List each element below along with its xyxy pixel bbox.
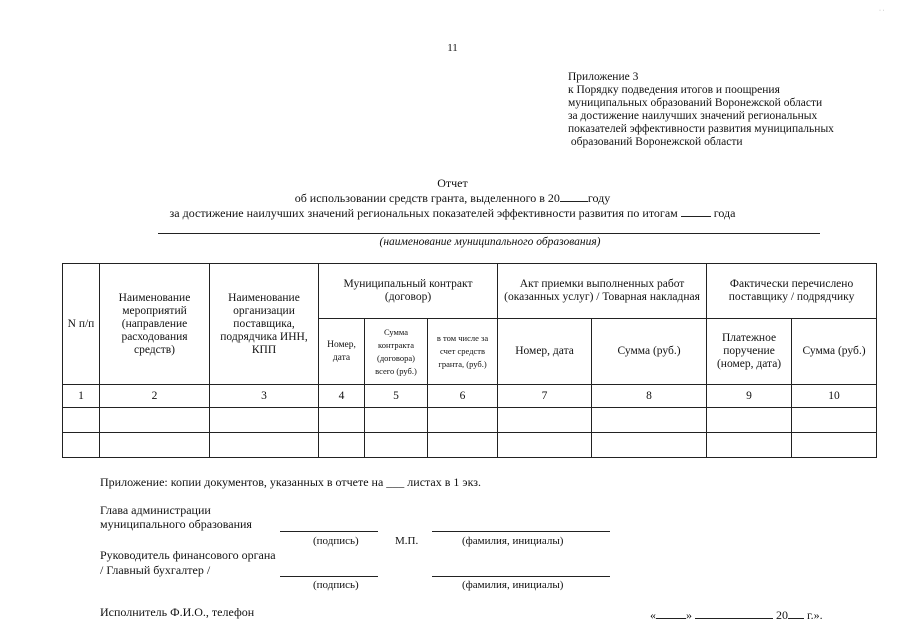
- date-year-prefix: 20: [776, 608, 788, 622]
- finance-title-line1: Руководитель финансового органа: [100, 548, 276, 562]
- report-table: [62, 263, 877, 458]
- table-row: [63, 433, 877, 458]
- table-cell: [100, 408, 210, 433]
- report-heading: Отчет: [437, 176, 468, 190]
- period-blank: [681, 215, 711, 217]
- header-row: [63, 264, 877, 319]
- table-cell: [592, 433, 707, 458]
- header-contract: Муниципальный контракт (договор): [319, 264, 498, 319]
- column-number: 1: [63, 385, 100, 408]
- date-open-quote: «: [650, 608, 656, 622]
- header-act: Акт приемки выполненных работ (оказанных услуг) / Товарная накладная: [498, 264, 707, 319]
- header-paid-order: Платежное поручение (номер, дата): [707, 319, 792, 385]
- table-cell: [428, 433, 498, 458]
- corner-mark: · ·: [879, 8, 885, 14]
- municipality-name-line: [158, 233, 820, 234]
- header-org: Наименование организации поставщика, подрядчика ИНН, КПП: [210, 264, 319, 385]
- column-number-row: [63, 385, 877, 408]
- header-contract-number: Номер, дата: [319, 319, 365, 385]
- column-number: 6: [428, 385, 498, 408]
- appendix-line: муниципальных образований Воронежской области: [568, 97, 823, 109]
- appendix-line: к Порядку подведения итогов и поощрения: [568, 84, 780, 96]
- table-cell: [592, 408, 707, 433]
- date-field: [650, 608, 823, 623]
- subtitle-2-text: за достижение наилучших значений региональных показателей эффективности развития по итогам: [169, 206, 678, 220]
- head-title-line2: муниципального образования: [100, 517, 252, 531]
- report-subtitle-2: [0, 206, 905, 221]
- header-n: N п/п: [63, 264, 100, 385]
- date-end: г.».: [807, 608, 823, 622]
- head-title-line1: Глава администрации: [100, 503, 211, 517]
- table-cell: [792, 433, 877, 458]
- table-cell: [210, 433, 319, 458]
- report-subtitle-1: [0, 191, 905, 206]
- finance-name-caption: (фамилия, инициалы): [462, 579, 564, 591]
- head-signature-line: [280, 531, 378, 532]
- table-cell: [63, 433, 100, 458]
- subtitle-2-end: года: [713, 206, 736, 220]
- table-cell: [100, 433, 210, 458]
- table-cell: [498, 408, 592, 433]
- head-signature-caption: (подпись): [313, 535, 359, 547]
- finance-name-line: [432, 576, 610, 577]
- column-number: 10: [792, 385, 877, 408]
- table-cell: [707, 433, 792, 458]
- column-number: 5: [365, 385, 428, 408]
- table-cell: [319, 433, 365, 458]
- attachment-note: Приложение: копии документов, указанных в отчете на ___ листах в 1 экз.: [100, 475, 481, 489]
- table-cell: [365, 433, 428, 458]
- appendix-line: Приложение 3: [568, 71, 639, 83]
- appendix-line: показателей эффективности развития муниципальных: [568, 123, 834, 135]
- table-cell: [365, 408, 428, 433]
- appendix-block: [568, 71, 834, 149]
- page-number: 11: [447, 42, 458, 54]
- subtitle-1-text: об использовании средств гранта, выделенного в 20: [294, 191, 560, 205]
- day-blank: [656, 617, 686, 619]
- executor-label: Исполнитель Ф.И.О., телефон: [100, 605, 255, 619]
- finance-signature-caption: (подпись): [313, 579, 359, 591]
- header-act-sum: Сумма (руб.): [592, 319, 707, 385]
- appendix-line: за достижение наилучших значений региональных: [568, 110, 818, 122]
- head-name-caption: (фамилия, инициалы): [462, 535, 564, 547]
- header-contract-grant: в том числе за счет средств гранта, (руб.): [428, 319, 498, 385]
- table-cell: [428, 408, 498, 433]
- table-cell: [792, 408, 877, 433]
- date-close-quote: »: [686, 608, 692, 622]
- header-act-number: Номер, дата: [498, 319, 592, 385]
- header-contract-sum: Сумма контракта (договора) всего (руб.): [365, 319, 428, 385]
- header-measures: Наименование мероприятий (направление расходования средств): [100, 264, 210, 385]
- table-row: [63, 408, 877, 433]
- table-cell: [63, 408, 100, 433]
- header-paid: Фактически перечислено поставщику / подрядчику: [707, 264, 877, 319]
- finance-signature-line: [280, 576, 378, 577]
- year-blank: [560, 200, 588, 202]
- municipality-caption: (наименование муниципального образования): [379, 236, 601, 248]
- header-paid-sum: Сумма (руб.): [792, 319, 877, 385]
- stamp-label: М.П.: [395, 535, 419, 547]
- appendix-line: образований Воронежской области: [568, 136, 743, 148]
- column-number: 7: [498, 385, 592, 408]
- subtitle-1-end: году: [587, 191, 611, 205]
- month-blank: [695, 617, 773, 619]
- column-number: 9: [707, 385, 792, 408]
- finance-title-line2: / Главный бухгалтер /: [100, 563, 211, 577]
- column-number: 3: [210, 385, 319, 408]
- table-cell: [498, 433, 592, 458]
- table-cell: [707, 408, 792, 433]
- column-number: 2: [100, 385, 210, 408]
- column-number: 4: [319, 385, 365, 408]
- table-cell: [319, 408, 365, 433]
- year-suffix-blank: [788, 617, 804, 619]
- table-cell: [210, 408, 319, 433]
- column-number: 8: [592, 385, 707, 408]
- head-name-line: [432, 531, 610, 532]
